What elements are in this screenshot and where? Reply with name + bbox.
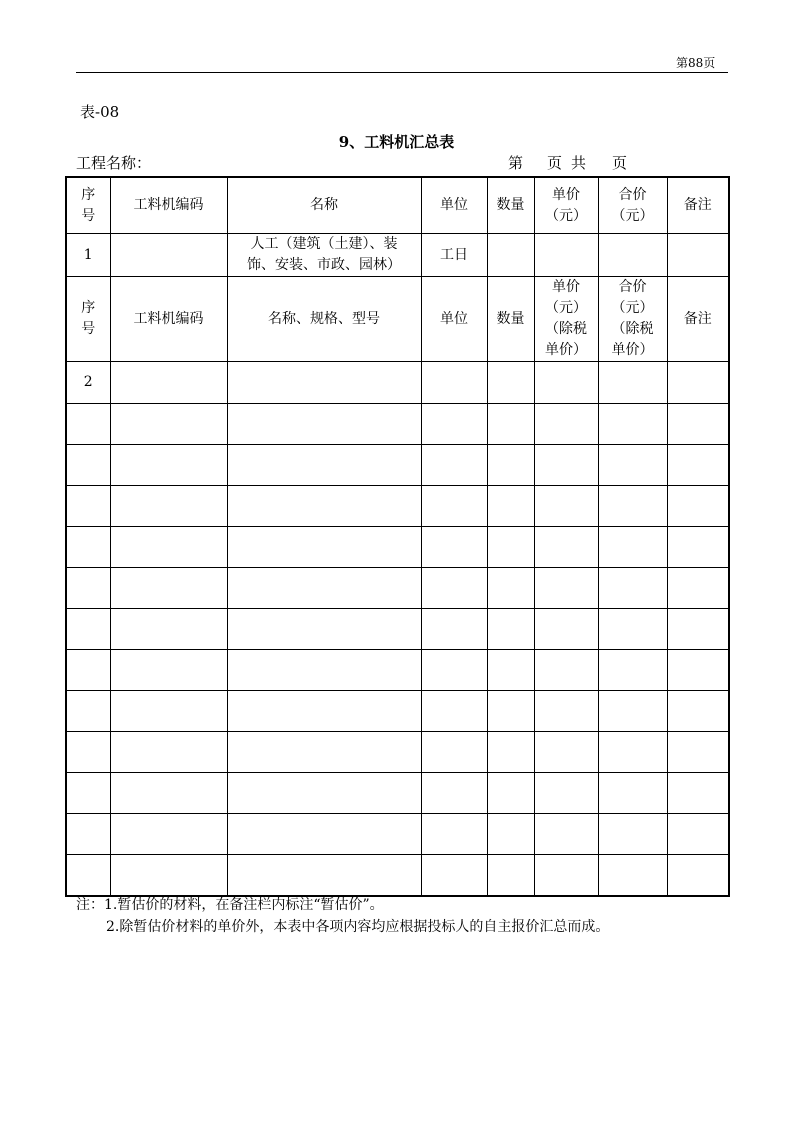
- table-row: [66, 486, 729, 527]
- cell-name: [227, 527, 421, 568]
- cell-total-price: [598, 234, 667, 277]
- table-row: [66, 234, 729, 277]
- table-row: [66, 855, 729, 897]
- summary-table: [65, 176, 730, 897]
- cell-qty: [487, 732, 534, 773]
- cell-remark: [667, 362, 729, 404]
- cell-unit-price: [534, 691, 598, 732]
- cell-unit-price: [534, 814, 598, 855]
- cell-remark: [667, 650, 729, 691]
- cell-name: [227, 732, 421, 773]
- cell-seq: [66, 732, 110, 773]
- empty-rows: [66, 404, 729, 897]
- cell-qty: [487, 527, 534, 568]
- table-row: [66, 732, 729, 773]
- cell-total-price: [598, 404, 667, 445]
- table-row: [66, 814, 729, 855]
- cell-unit: [421, 855, 487, 897]
- table-row: [66, 445, 729, 486]
- cell-qty: [487, 609, 534, 650]
- cell-code: [110, 234, 227, 277]
- cell-name: [227, 691, 421, 732]
- cell-seq: 1: [66, 234, 110, 277]
- cell-code: [110, 650, 227, 691]
- cell-total-price: [598, 732, 667, 773]
- cell-unit: [421, 404, 487, 445]
- cell-name: 人工（建筑（土建）、装 饰、安装、市政、园林）: [227, 234, 421, 277]
- cell-remark: [667, 404, 729, 445]
- cell-remark: [667, 732, 729, 773]
- cell-name: [227, 650, 421, 691]
- cell-code: [110, 445, 227, 486]
- table-row: [66, 773, 729, 814]
- table-row: [66, 609, 729, 650]
- page-number: 第88页: [676, 56, 716, 70]
- cell-seq: 2: [66, 362, 110, 404]
- page-title: 9、工料机汇总表: [338, 133, 455, 151]
- cell-total-price: [598, 362, 667, 404]
- cell-qty: [487, 855, 534, 897]
- header-unit: 单位: [421, 177, 487, 234]
- cell-seq: [66, 404, 110, 445]
- cell-seq: [66, 527, 110, 568]
- cell-total-price: [598, 773, 667, 814]
- table-row: [66, 404, 729, 445]
- cell-total-price: [598, 609, 667, 650]
- notes: [76, 894, 609, 938]
- cell-code: [110, 527, 227, 568]
- page-counter-ye-total: 页: [612, 154, 628, 172]
- cell-code: [110, 691, 227, 732]
- note-1: 注：1.暂估价的材料，在备注栏内标注“暂估价”。: [76, 897, 384, 913]
- cell-remark: [667, 234, 729, 277]
- form-code: 表-08: [80, 103, 120, 121]
- cell-unit-price: [534, 568, 598, 609]
- header-rule: [76, 72, 728, 73]
- cell-unit-price: [534, 445, 598, 486]
- cell-name: [227, 609, 421, 650]
- project-name-label: 工程名称：: [76, 154, 152, 172]
- header-seq: 序 号: [66, 177, 110, 234]
- subheader-name: 名称、规格、型号: [227, 277, 421, 362]
- page-counter-di: 第: [508, 154, 524, 172]
- cell-seq: [66, 814, 110, 855]
- cell-seq: [66, 691, 110, 732]
- cell-unit-price: [534, 855, 598, 897]
- cell-unit-price: [534, 732, 598, 773]
- table-row: [66, 568, 729, 609]
- cell-unit-price: [534, 404, 598, 445]
- subheader-unit: 单位: [421, 277, 487, 362]
- table-header-row: [66, 177, 729, 234]
- cell-code: [110, 814, 227, 855]
- cell-unit: [421, 732, 487, 773]
- cell-unit: [421, 773, 487, 814]
- cell-code: [110, 486, 227, 527]
- cell-remark: [667, 568, 729, 609]
- cell-remark: [667, 445, 729, 486]
- cell-qty: [487, 445, 534, 486]
- cell-unit: [421, 814, 487, 855]
- cell-name: [227, 773, 421, 814]
- cell-name: [227, 814, 421, 855]
- cell-qty: [487, 486, 534, 527]
- cell-total-price: [598, 691, 667, 732]
- cell-seq: [66, 650, 110, 691]
- cell-seq: [66, 773, 110, 814]
- cell-name: [227, 362, 421, 404]
- header-remark: 备注: [667, 177, 729, 234]
- header-total-price: 合价 （元）: [598, 177, 667, 234]
- cell-qty: [487, 404, 534, 445]
- cell-remark: [667, 773, 729, 814]
- cell-name: [227, 445, 421, 486]
- header-qty: 数量: [487, 177, 534, 234]
- cell-unit: [421, 609, 487, 650]
- cell-code: [110, 362, 227, 404]
- cell-unit-price: [534, 234, 598, 277]
- cell-unit: [421, 650, 487, 691]
- cell-seq: [66, 568, 110, 609]
- subheader-qty: 数量: [487, 277, 534, 362]
- cell-code: [110, 404, 227, 445]
- subheader-code: 工料机编码: [110, 277, 227, 362]
- cell-remark: [667, 527, 729, 568]
- cell-qty: [487, 362, 534, 404]
- table-row: [66, 362, 729, 404]
- subheader-unit-price: 单价 （元） （除税 单价）: [534, 277, 598, 362]
- cell-code: [110, 732, 227, 773]
- cell-remark: [667, 691, 729, 732]
- cell-remark: [667, 486, 729, 527]
- cell-unit-price: [534, 527, 598, 568]
- cell-unit-price: [534, 486, 598, 527]
- cell-unit: 工日: [421, 234, 487, 277]
- cell-qty: [487, 568, 534, 609]
- cell-total-price: [598, 814, 667, 855]
- cell-total-price: [598, 486, 667, 527]
- cell-remark: [667, 855, 729, 897]
- cell-unit-price: [534, 609, 598, 650]
- cell-total-price: [598, 527, 667, 568]
- cell-name: [227, 855, 421, 897]
- cell-total-price: [598, 445, 667, 486]
- cell-name: [227, 404, 421, 445]
- header-name: 名称: [227, 177, 421, 234]
- note-2: 2.除暂估价材料的单价外，本表中各项内容均应根据投标人的自主报价汇总而成。: [106, 919, 610, 935]
- cell-seq: [66, 486, 110, 527]
- cell-seq: [66, 445, 110, 486]
- cell-remark: [667, 814, 729, 855]
- cell-seq: [66, 609, 110, 650]
- page-counter-gong: 共: [571, 154, 587, 172]
- cell-qty: [487, 650, 534, 691]
- header-unit-price: 单价 （元）: [534, 177, 598, 234]
- cell-unit: [421, 486, 487, 527]
- cell-unit-price: [534, 650, 598, 691]
- cell-unit: [421, 568, 487, 609]
- cell-name: [227, 486, 421, 527]
- cell-unit: [421, 362, 487, 404]
- cell-total-price: [598, 855, 667, 897]
- table-row: [66, 527, 729, 568]
- cell-unit-price: [534, 773, 598, 814]
- cell-unit: [421, 527, 487, 568]
- cell-unit: [421, 691, 487, 732]
- cell-unit-price: [534, 362, 598, 404]
- cell-name: [227, 568, 421, 609]
- page-counter-ye: 页: [547, 154, 563, 172]
- cell-seq: [66, 855, 110, 897]
- table-subheader-row: [66, 277, 729, 362]
- cell-qty: [487, 773, 534, 814]
- subheader-remark: 备注: [667, 277, 729, 362]
- cell-code: [110, 609, 227, 650]
- cell-qty: [487, 234, 534, 277]
- subheader-seq: 序 号: [66, 277, 110, 362]
- cell-code: [110, 568, 227, 609]
- cell-qty: [487, 691, 534, 732]
- cell-total-price: [598, 568, 667, 609]
- cell-qty: [487, 814, 534, 855]
- table-row: [66, 650, 729, 691]
- table-row: [66, 691, 729, 732]
- header-code: 工料机编码: [110, 177, 227, 234]
- cell-remark: [667, 609, 729, 650]
- cell-unit: [421, 445, 487, 486]
- cell-total-price: [598, 650, 667, 691]
- subheader-total-price: 合价 （元） （除税 单价）: [598, 277, 667, 362]
- cell-code: [110, 773, 227, 814]
- cell-code: [110, 855, 227, 897]
